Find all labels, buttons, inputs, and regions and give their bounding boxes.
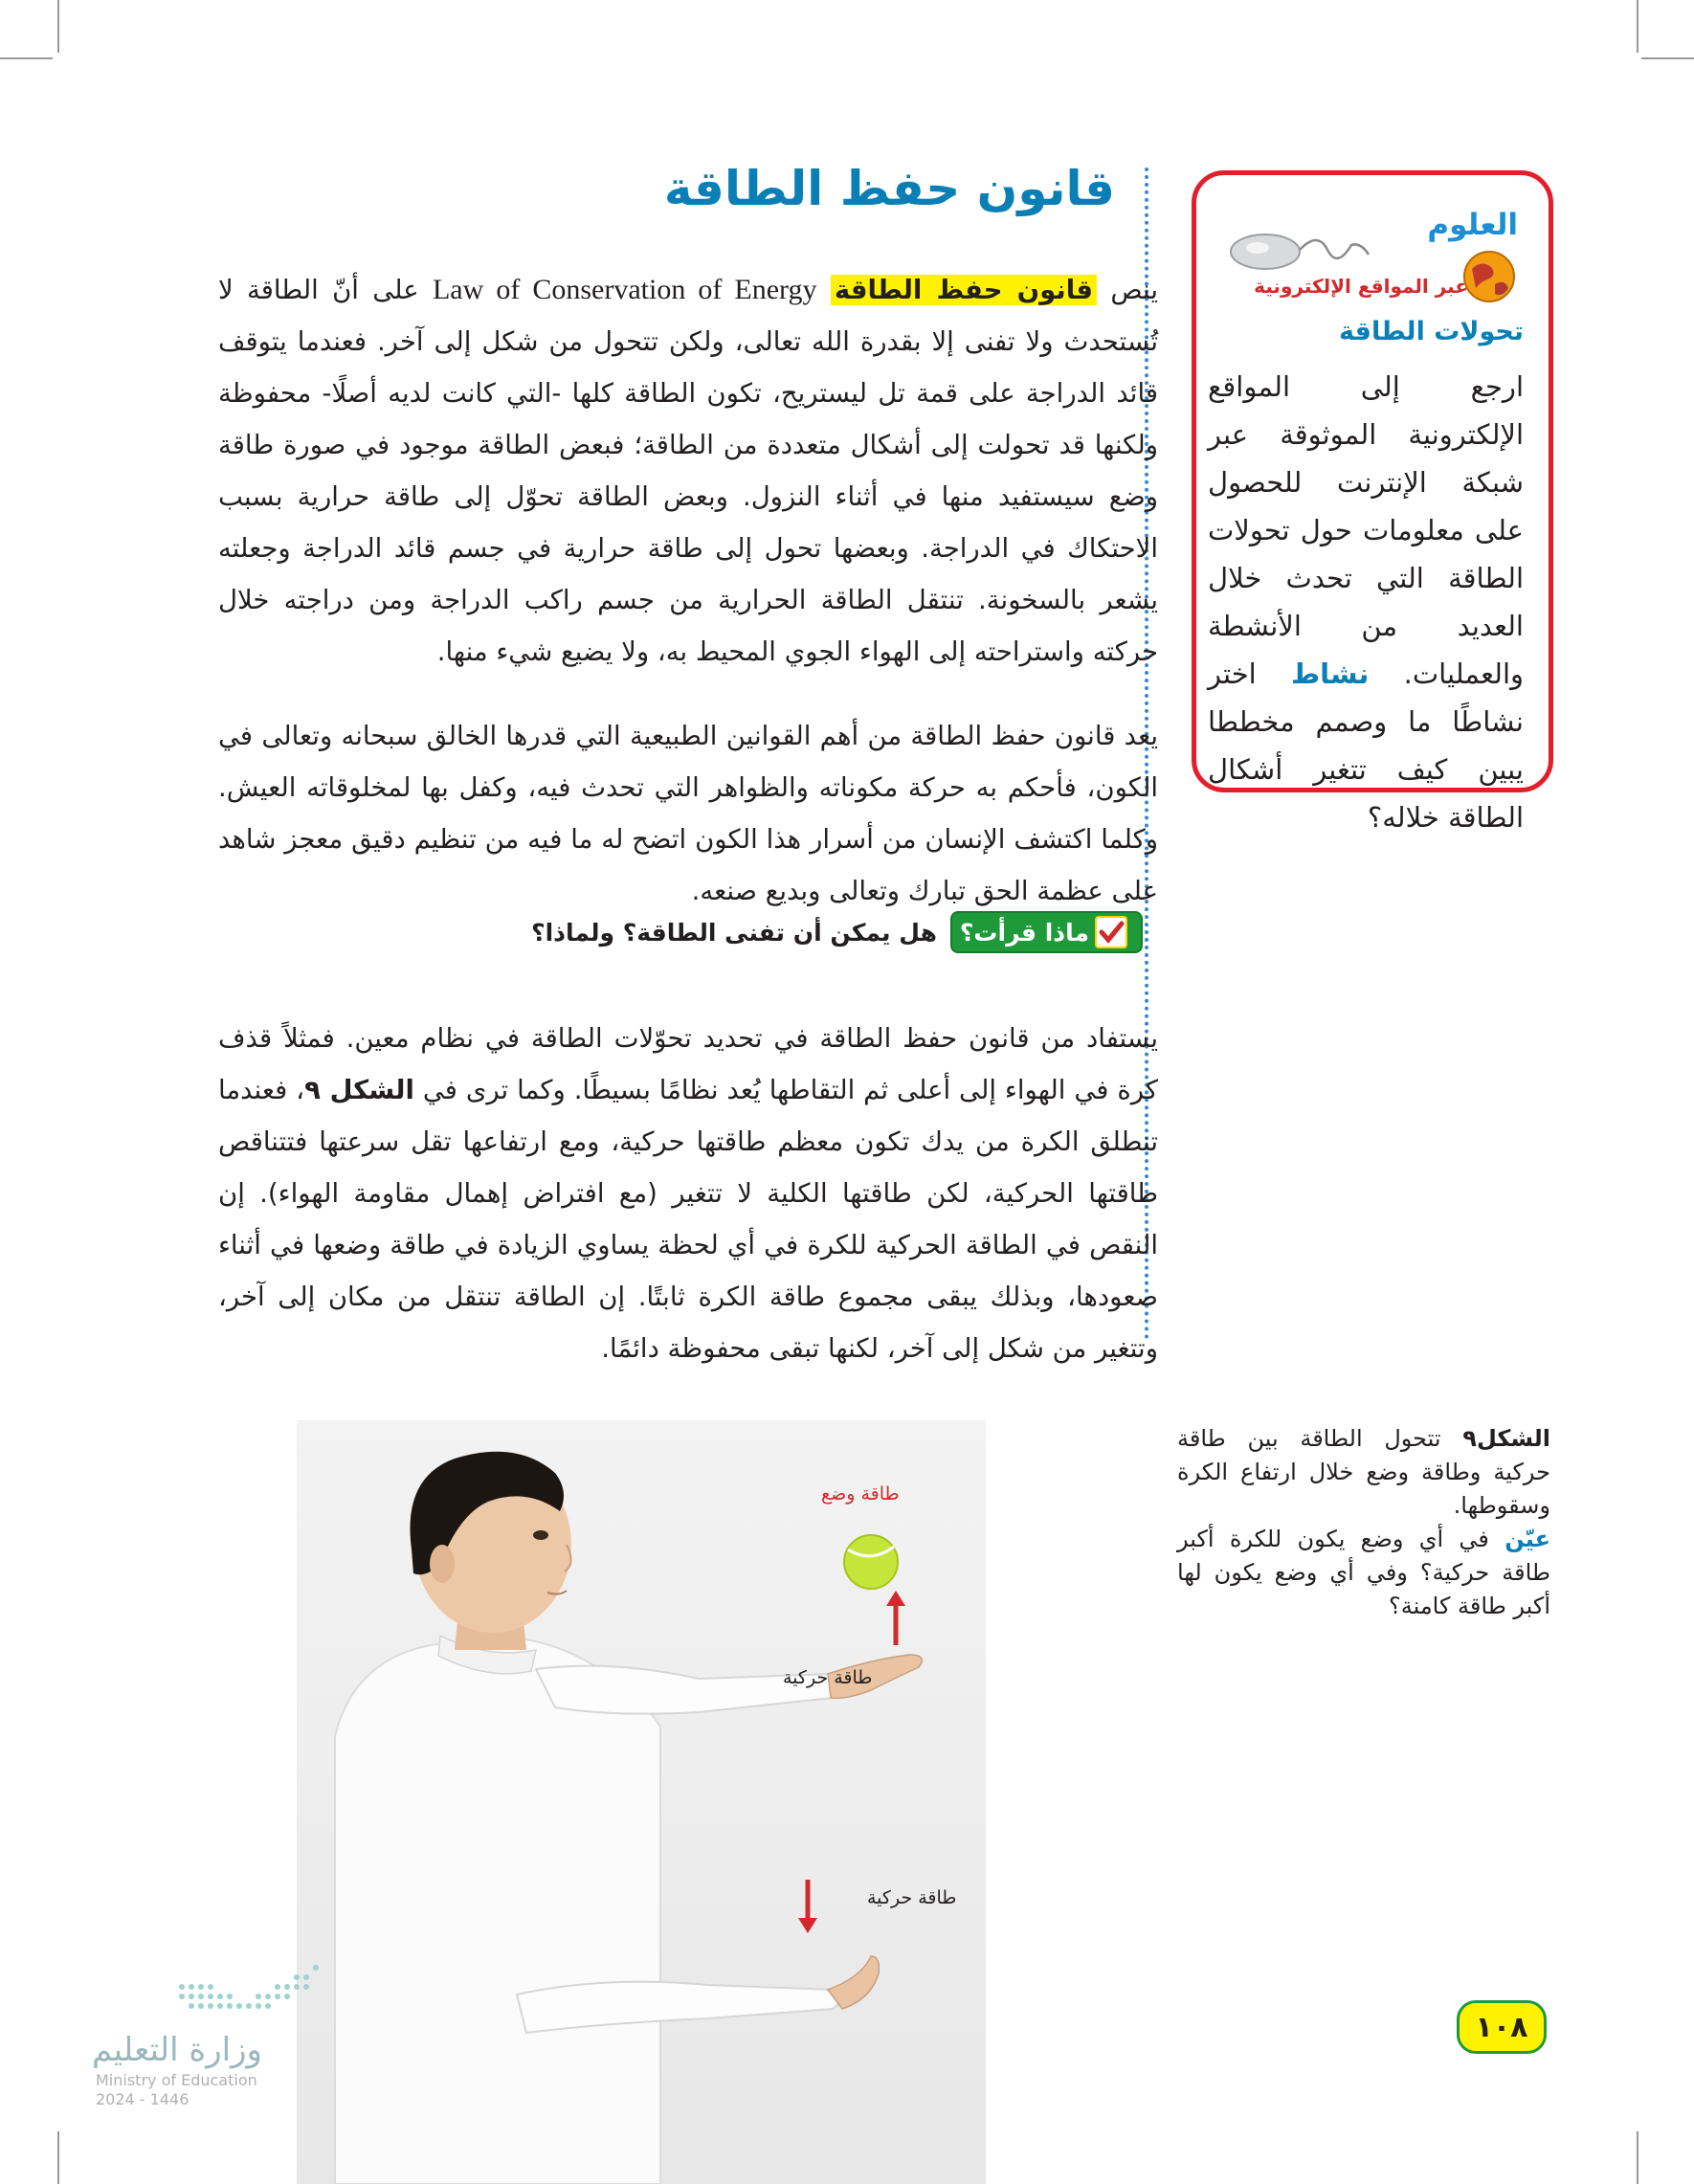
- label-kinetic-up: طاقة حركية: [783, 1667, 873, 1688]
- tennis-ball: [844, 1535, 898, 1589]
- figure-label: الشكل٩: [1462, 1425, 1550, 1452]
- sidebar-text: ارجع إلى المواقع الإلكترونية الموثوقة عبر شبكة الإنترنت للحصول على معلومات حول تحولات الطاقة التي تحدث خلال العديد من الأنشطة والعمليات.: [1208, 370, 1525, 690]
- question-keyword: عيّن: [1505, 1526, 1550, 1552]
- globe-icon: [1462, 250, 1516, 303]
- brand-subtitle: عبر المواقع الإلكترونية: [1254, 275, 1468, 298]
- crop-mark: [1637, 2131, 1638, 2184]
- paragraph-2: يعد قانون حفظ الطاقة من أهم القوانين الطبيعية التي قدرها الخالق سبحانه وتعالى في الكون، فأحكم به حركة مكوناته والظواهر التي تحدث فيه، وكفل بها لمخلوقاته العيش. وكلما اكتشف الإنسان من أسرار هذا الكون اتضح له ما فيه من تنظيم دقيق معجز شاهد على عظمة الحق تبارك وتعالى وبديع صنعه.: [218, 720, 1158, 906]
- english-term: Law of Conservation of Energy: [432, 273, 817, 305]
- page-number: ١٠٨: [1457, 2000, 1547, 2054]
- para3-part2: ، فعندما تنطلق الكرة من يدك تكون معظم طاقتها حركية، ومع ارتفاعها تقل سرعتها فتتناقص طاقتها الحركية، لكن طاقتها الكلية لا تتغير (مع افتراض إهمال مقاومة الهواء). إن النقص في الطاقة الحركية للكرة في أي لحظة يساوي الزيادة في طاقة وضعها في أثناء صعودها، وبذلك يبقى مجموع طاقة الكرة ثابتًا. إن الطاقة تنتقل من مكان إلى آخر، وتتغير من شكل إلى آخر، لكنها تبقى محفوظة دائمًا.: [218, 1074, 1158, 1364]
- activity-keyword: نشاط: [1290, 657, 1370, 690]
- para3-part1: يستفاد من قانون حفظ الطاقة في تحديد تحوّلات الطاقة في نظام معين. فمثلاً قذف كرة في الهواء إلى أعلى ثم التقاطها يُعد نظامًا بسيطًا. وكما ترى في: [218, 1022, 1158, 1105]
- reading-check-badge: [950, 911, 1143, 953]
- ministry-dots-icon: [172, 1958, 325, 2025]
- page-title: قانون حفظ الطاقة: [663, 161, 1115, 216]
- online-science-box: [1192, 170, 1553, 834]
- para1-before: ينص: [1110, 274, 1158, 305]
- figure-caption: [1177, 1422, 1550, 1623]
- para1-after: على أنّ الطاقة لا تُستحدث ولا تفنى إلا بقدرة الله تعالى، ولكن تتحول من شكل إلى آخر. فعندما يتوقف قائد الدراجة على قمة تل ليستريح، تكون الطاقة كلها -التي كانت لديه أصلًا- محفوظة ولكنها قد تحولت إلى أشكال متعددة من الطاقة؛ فبعض الطاقة موجود في صورة طاقة وضع سيستفيد منها في أثناء النزول. وبعض الطاقة تحوّل إلى طاقة حرارية بسبب الاحتكاك في الدراجة. وبعضها تحول إلى طاقة حرارية في جسم قائد الدراجة وجعلته يشعر بالسخونة. تنتقل الطاقة الحرارية من جسم راكب الدراجة ومن دراجته خلال حركته واستراحته إلى الهواء الجوي المحيط به، ولا يضيع شيء منها.: [218, 274, 1158, 667]
- label-potential-energy: طاقة وضع: [821, 1483, 900, 1504]
- crop-mark: [57, 0, 59, 53]
- sidebar-body: [1208, 363, 1524, 841]
- brand-title: العلوم: [1427, 208, 1518, 242]
- reading-check-label: ماذا قرأت؟: [959, 918, 1089, 947]
- crop-mark: [0, 57, 53, 59]
- ministry-year: 2024 - 1446: [96, 2090, 189, 2108]
- caption-question: في أي وضع يكون للكرة أكبر طاقة حركية؟ وفي أي وضع يكون لها أكبر طاقة كامنة؟: [1177, 1526, 1550, 1619]
- ministry-name-en: Ministry of Education: [96, 2071, 257, 2089]
- crop-mark: [1637, 0, 1638, 53]
- paragraph-3: [218, 1013, 1158, 1374]
- checkmark-icon: [1095, 916, 1127, 948]
- computer-mouse-icon: [1227, 221, 1371, 279]
- activity-text: اختر نشاطًا ما وصمم مخططا يبين كيف تتغير أشكال الطاقة خلاله؟: [1208, 657, 1524, 834]
- sidebar-subtitle: تحولات الطاقة: [1338, 317, 1524, 346]
- crop-mark: [1641, 57, 1694, 59]
- reading-check-question: هل يمكن أن تفنى الطاقة؟ ولماذا؟: [531, 918, 937, 947]
- reading-check: [531, 911, 1143, 953]
- ministry-logo: [92, 1952, 331, 2108]
- paragraph-1: [218, 264, 1158, 678]
- crop-mark: [57, 2131, 59, 2184]
- figure-reference: الشكل ٩: [304, 1074, 414, 1105]
- key-term-highlight: قانون حفظ الطاقة: [831, 275, 1097, 305]
- boy-throwing-ball-photo: [297, 1420, 986, 2184]
- caption-text: تتحول الطاقة بين طاقة حركية وطاقة وضع خلال ارتفاع الكرة وسقوطها.: [1177, 1425, 1550, 1519]
- online-science-brand: [1208, 202, 1524, 317]
- ministry-name-ar: وزارة التعليم: [92, 2031, 262, 2069]
- photo-illustration: [297, 1420, 986, 2184]
- label-kinetic-down: طاقة حركية: [867, 1887, 957, 1908]
